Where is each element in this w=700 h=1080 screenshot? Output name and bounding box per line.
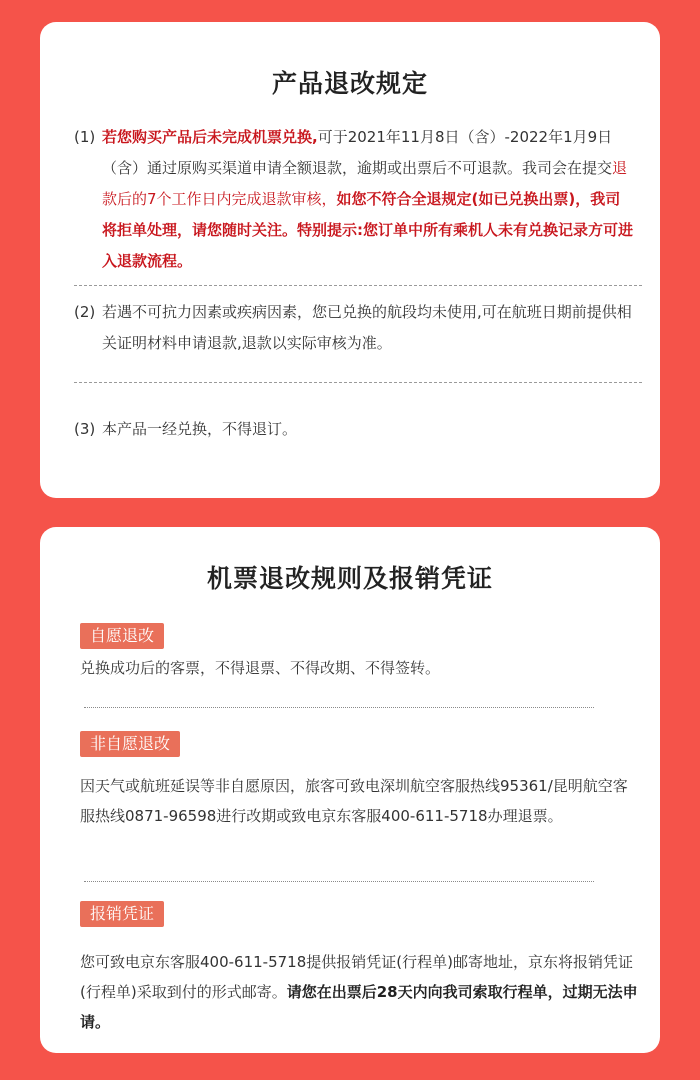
involuntary-change-tag: 非自愿退改 — [80, 731, 180, 757]
rule-number: (3) — [74, 420, 96, 438]
rule-item-1 — [74, 122, 634, 277]
divider — [74, 285, 642, 286]
reimbursement-tag: 报销凭证 — [80, 901, 164, 927]
reimbursement-body: 您可致电京东客服400-611-5718提供报销凭证(行程单)邮寄地址，京东将报销凭证(行程单)采取到付的形式邮寄。 — [80, 953, 633, 1001]
voluntary-change-tag: 自愿退改 — [80, 623, 164, 649]
ticket-rules-title: 机票退改规则及报销凭证 — [206, 564, 493, 593]
ticket-rules-card — [40, 527, 660, 1053]
rule-item-3 — [74, 414, 634, 445]
rule-body: 可于2021年11月8日（含）-2022年1月9日（含）通过原购买渠道申请全额退款，逾期或出票后不可退款。我司会在提交 — [102, 128, 613, 177]
voluntary-change-text: 兑换成功后的客票，不得退票、不得改期、不得签转。 — [80, 659, 441, 677]
rule-highlight: 退款后的7个工作日内完成退款审核， — [102, 159, 628, 208]
divider — [84, 707, 594, 708]
reimbursement-notice: 请您在出票后28天内向我司索取行程单，过期无法申请。 — [80, 983, 638, 1031]
rule-text: 若遇不可抗力因素或疾病因素，您已兑换的航段均未使用,可在航班日期前提供相关证明材料申请退款,退款以实际审核为准。 — [102, 303, 632, 352]
reimbursement-text — [80, 947, 640, 1037]
rule-text: 本产品一经兑换，不得退订。 — [102, 420, 298, 438]
refund-policy-card — [40, 22, 660, 498]
rule-number: (1) — [74, 128, 96, 146]
refund-policy-title: 产品退改规定 — [271, 69, 428, 98]
rule-item-2 — [74, 297, 634, 359]
divider — [84, 881, 594, 882]
rule-text — [74, 122, 634, 277]
divider — [74, 382, 642, 383]
rule-highlight: 如您不符合全退规定(如已兑换出票)，我司将拒单处理，请您随时关注。特别提示:您订单中所有乘机人未有兑换记录方可进入退款流程。 — [102, 190, 634, 270]
involuntary-change-text: 因天气或航班延误等非自愿原因，旅客可致电深圳航空客服热线95361/昆明航空客服热线0871-96598进行改期或致电京东客服400-611-5718办理退票。 — [80, 777, 628, 825]
rule-highlight: 若您购买产品后未完成机票兑换, — [102, 128, 318, 146]
rule-number: (2) — [74, 303, 96, 321]
